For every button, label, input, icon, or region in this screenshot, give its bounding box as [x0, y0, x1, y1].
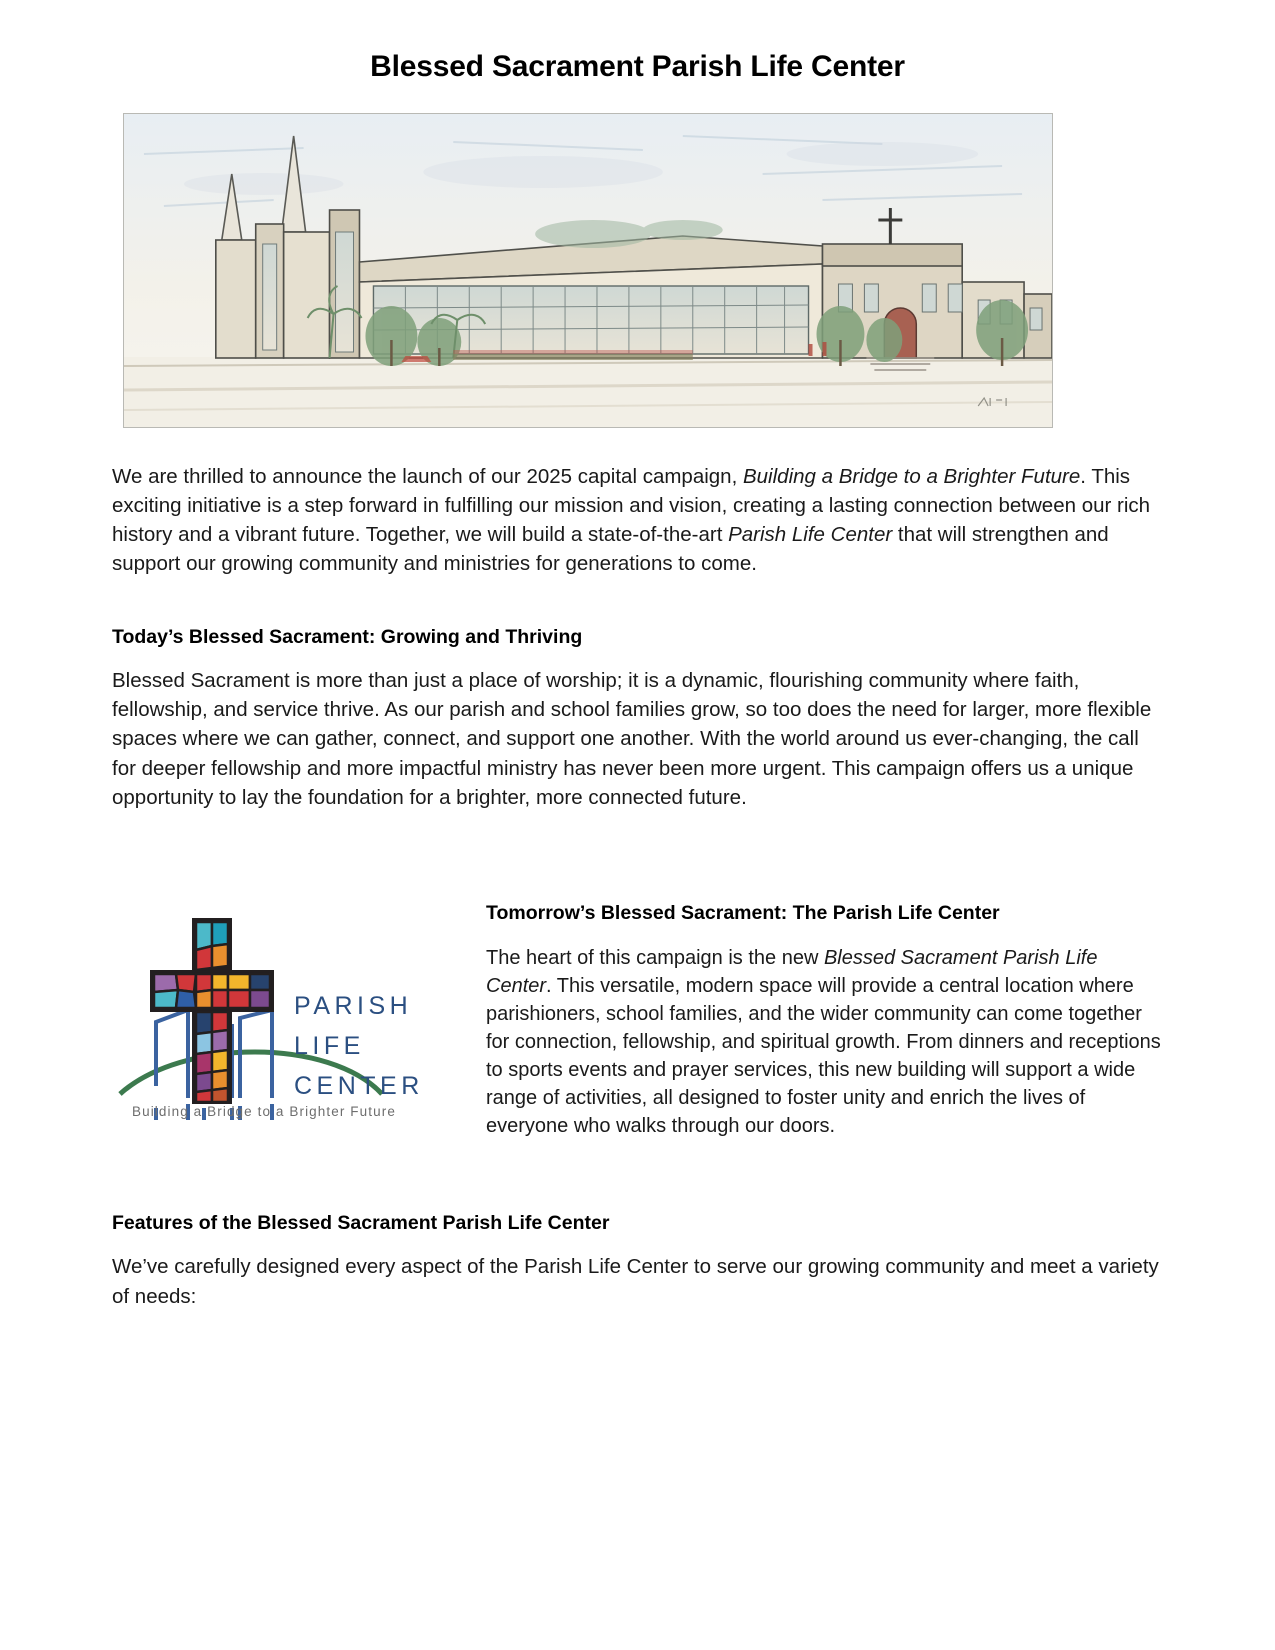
intro-text-1: We are thrilled to announce the launch of our 2025 capital campaign, [112, 464, 743, 488]
intro-text-3: that will strengthen and support our growing community and ministries for generations to come. [112, 522, 1109, 575]
logo-word-center: CENTER [294, 1071, 424, 1100]
stained-glass-cross-icon [150, 918, 274, 1104]
tomorrow-column [472, 890, 1163, 1140]
parish-life-center-italic: Parish Life Center [728, 522, 893, 546]
heading-features: Features of the Blessed Sacrament Parish Life Center [112, 1212, 610, 1235]
features-paragraph: We’ve carefully designed every aspect of the Parish Life Center to serve our growing community and meet a variety of needs: [112, 1255, 1159, 1308]
page-title: Blessed Sacrament Parish Life Center [370, 50, 905, 83]
tomorrow-paragraph [486, 944, 1163, 1140]
intro-text-2: . This exciting initiative is a step forward in fulfilling our mission and vision, creating a lasting connection between our rich history and a vibrant future. Together, we will build a state-of-the-art [112, 464, 1151, 546]
logo-word-life: LIFE [294, 1031, 365, 1060]
heading-today: Today’s Blessed Sacrament: Growing and Thriving [112, 625, 583, 648]
logo-word-parish: PARISH [294, 991, 413, 1020]
logo-and-tomorrow-section [112, 890, 1163, 1140]
logo-tagline: Building a Bridge to a Brighter Future [132, 1103, 396, 1119]
hero-rendering-image [123, 113, 1053, 428]
logo-column [112, 890, 472, 1120]
campaign-name-italic: Building a Bridge to a Brighter Future [742, 464, 1081, 488]
intro-paragraph [112, 462, 1163, 578]
tomorrow-text-2: . This versatile, modern space will provide a central location where parishioners, school families, and the wider community can come together for connection, fellowship, and spiritual growth. From dinners and receptions to sports events and prayer services, this new building will support a wide range of activities, all designed to foster unity and enrich the lives of everyone who walks through our doors. [486, 975, 1161, 1138]
center-name-italic: Blessed Sacrament Parish Life Center [486, 947, 1098, 998]
features-section [112, 1210, 1163, 1311]
parish-life-center-logo [112, 898, 460, 1120]
tomorrow-text-1: The heart of this campaign is the new [486, 947, 824, 970]
heading-tomorrow: Tomorrow’s Blessed Sacrament: The Parish Life Center [486, 901, 1000, 924]
today-paragraph: Blessed Sacrament is more than just a place of worship; it is a dynamic, flourishing community where faith, fellowship, and service thrive. As our parish and school families grow, so too does the need for larger, more flexible spaces where we can gather, connect, and support one another. With the world around us ever-changing, the call for deeper fellowship and more impactful ministry has never been more urgent. This campaign offers us a unique opportunity to lay the foundation for a brighter, more connected future. [112, 669, 1152, 809]
parish-life-center-rendering [124, 114, 1052, 427]
